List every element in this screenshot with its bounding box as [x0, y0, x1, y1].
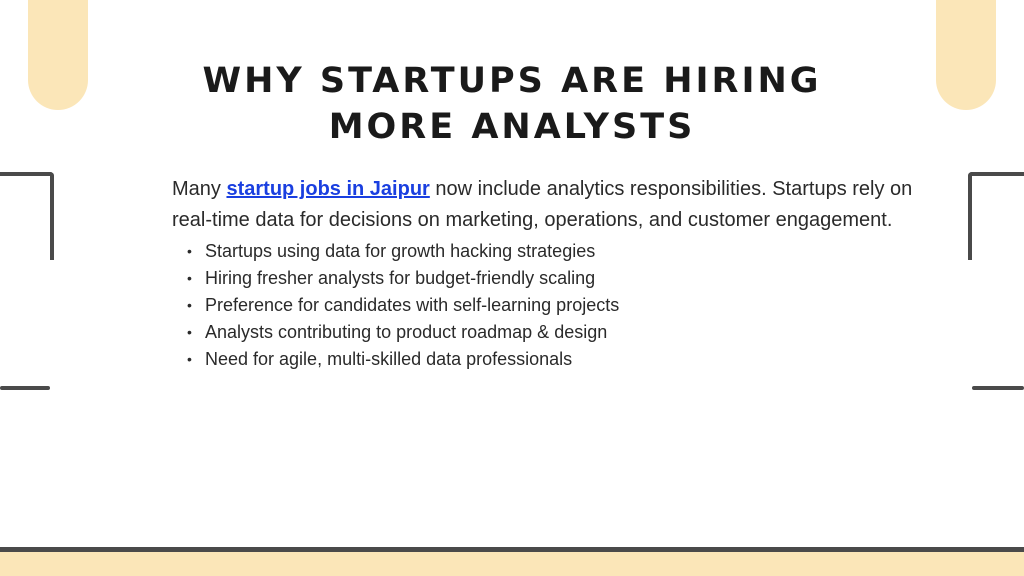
intro-rest: now include analytics responsibilities. Startups rely on real-time data for decisions on marketing, operations, and customer engagement. — [172, 178, 913, 231]
intro-lead: Many — [172, 178, 227, 200]
list-item — [172, 238, 952, 265]
slide-content — [172, 174, 952, 373]
decorative-bracket-left — [0, 172, 54, 260]
bullet-icon: • — [187, 297, 192, 313]
decorative-dash-right — [972, 386, 1024, 390]
bullet-list — [172, 238, 952, 373]
decorative-dash-left — [0, 386, 50, 390]
list-item — [172, 292, 952, 319]
decorative-pill-right — [936, 0, 996, 110]
decorative-pill-left — [28, 0, 88, 110]
bullet-text: Analysts contributing to product roadmap & design — [205, 322, 608, 342]
intro-paragraph — [172, 174, 952, 236]
slide-title: WHY STARTUPS ARE HIRING MORE ANALYSTS — [202, 61, 822, 147]
bullet-text: Hiring fresher analysts for budget-friendly scaling — [205, 268, 596, 288]
decorative-bracket-right — [968, 172, 1024, 260]
startup-jobs-link[interactable]: startup jobs in Jaipur — [226, 178, 430, 200]
bullet-text: Need for agile, multi-skilled data professionals — [205, 349, 573, 369]
list-item — [172, 265, 952, 292]
bullet-icon: • — [187, 351, 192, 367]
list-item — [172, 346, 952, 373]
footer-band — [0, 552, 1024, 576]
bullet-icon: • — [187, 243, 192, 259]
bullet-text: Preference for candidates with self-learning projects — [205, 295, 620, 315]
bullet-text: Startups using data for growth hacking strategies — [205, 241, 596, 261]
bullet-icon: • — [187, 270, 192, 286]
bullet-icon: • — [187, 324, 192, 340]
list-item — [172, 319, 952, 346]
